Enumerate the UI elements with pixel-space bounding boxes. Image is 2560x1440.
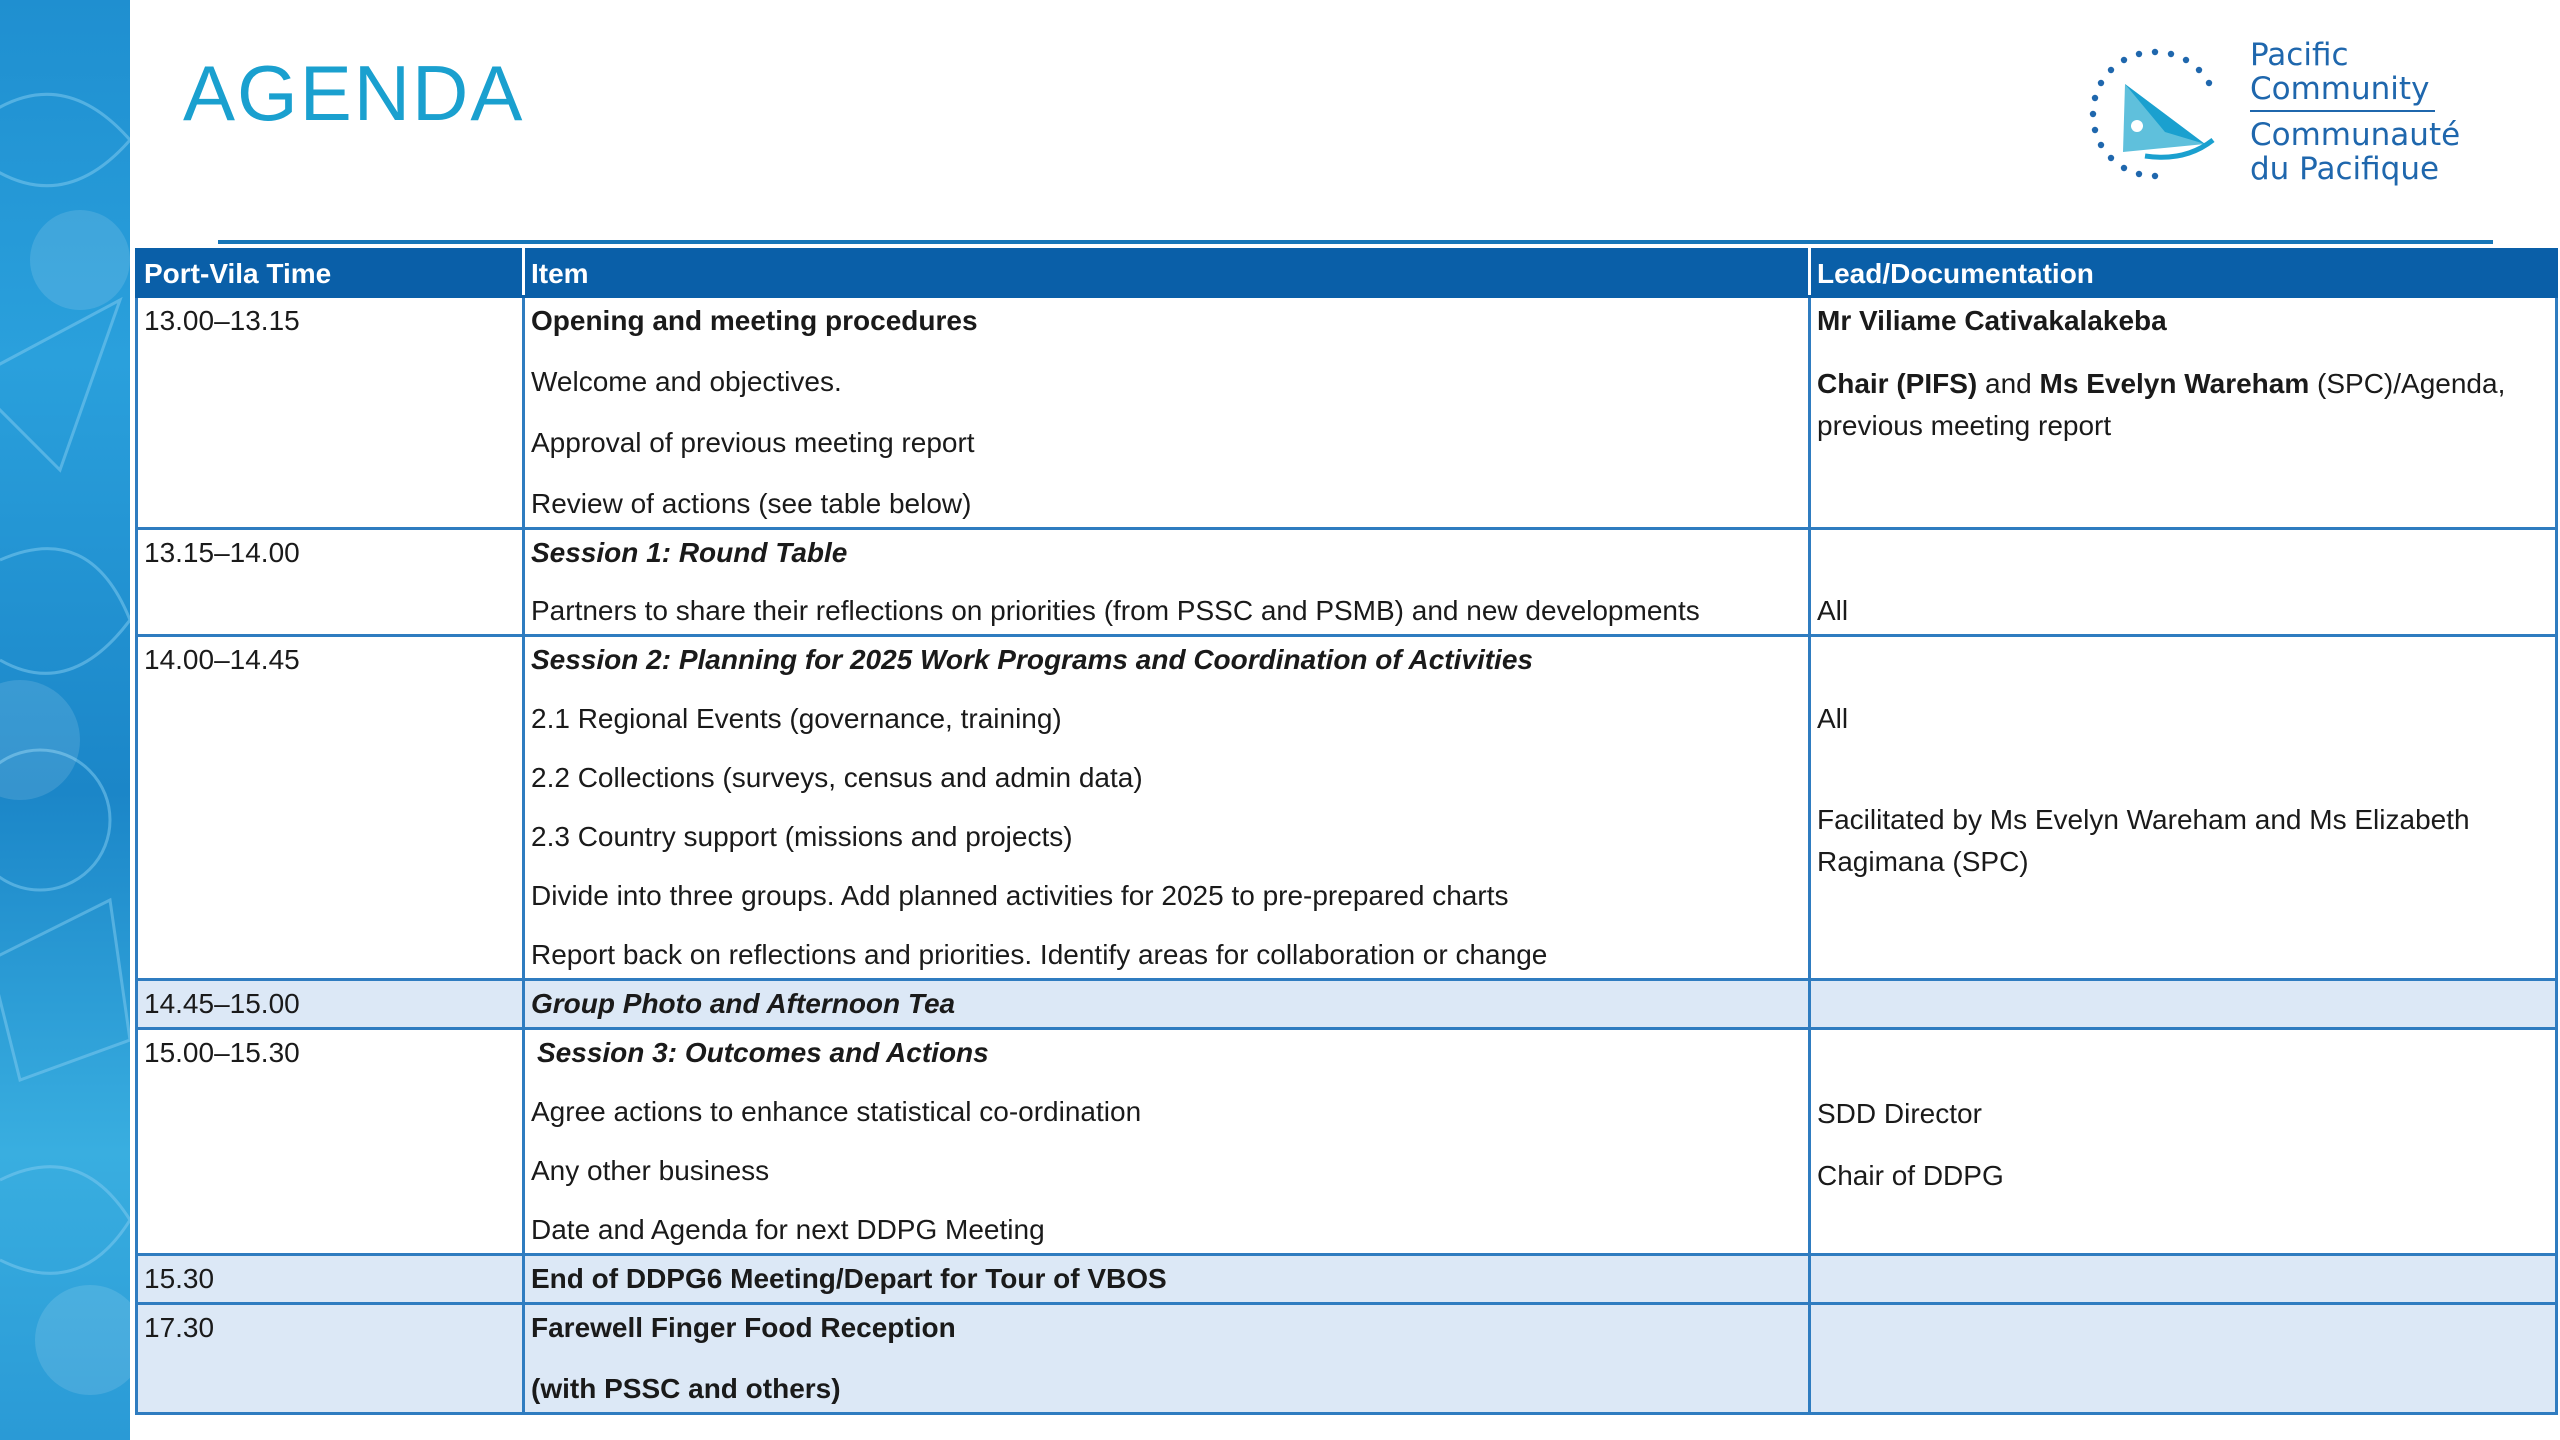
- item-line: Approval of previous meeting report: [531, 427, 975, 458]
- lead-doc-text: (SPC)/Agenda, previous meeting report: [1817, 368, 2506, 441]
- table-row: [137, 636, 2557, 980]
- table-row: [137, 1304, 2557, 1414]
- session-heading: Session 3: Outcomes and Actions: [537, 1037, 989, 1068]
- time-cell: 15.30: [137, 1255, 524, 1304]
- lead-cell: [1810, 980, 2557, 1029]
- lead-cell: [1810, 1029, 2557, 1255]
- column-header-lead: Lead/Documentation: [1810, 250, 2557, 297]
- logo-text-pacific: Pacific: [2250, 37, 2349, 73]
- pacific-community-logo: [2085, 37, 2461, 188]
- page-title: AGENDA: [183, 49, 525, 137]
- item-line: (with PSSC and others): [531, 1373, 841, 1404]
- logo-text-community: Community: [2250, 71, 2430, 107]
- lead-documentation: [1817, 363, 2550, 447]
- lead-text: Facilitated by Ms Evelyn Wareham and Ms Elizabeth Ragimana (SPC): [1817, 804, 2470, 877]
- agenda-table: [135, 248, 2558, 1415]
- item-line: Any other business: [531, 1155, 770, 1186]
- lead-text: SDD Director: [1817, 1098, 1982, 1129]
- lead-and: and: [1977, 368, 2040, 399]
- item-line: Welcome and objectives.: [531, 366, 842, 397]
- table-header-row: [137, 250, 2557, 297]
- time-cell: 14.45–15.00: [137, 980, 524, 1029]
- logo-text-du-pacifique: du Pacifique: [2250, 151, 2440, 187]
- lead-name: Mr Viliame Cativakalakeba: [1817, 305, 2167, 336]
- item-line: Report back on reflections and priorities. Identify areas for collaboration or change: [531, 939, 1548, 970]
- decorative-side-band: [0, 0, 130, 1440]
- item-line: 2.3 Country support (missions and projects): [531, 821, 1073, 852]
- item-heading: End of DDPG6 Meeting/Depart for Tour of VBOS: [531, 1263, 1167, 1294]
- item-line: Review of actions (see table below): [531, 488, 972, 519]
- session-heading: Session 1: Round Table: [531, 537, 848, 568]
- item-cell: [524, 980, 1810, 1029]
- item-line: 2.2 Collections (surveys, census and admin data): [531, 762, 1143, 793]
- lead-text: Chair of DDPG: [1817, 1160, 2004, 1191]
- lead-cell: [1810, 636, 2557, 980]
- lead-name-2: Ms Evelyn Wareham: [2039, 368, 2310, 399]
- time-cell: 15.00–15.30: [137, 1029, 524, 1255]
- table-row: [137, 529, 2557, 636]
- item-cell: [524, 297, 1810, 529]
- lead-role: Chair (PIFS): [1817, 368, 1978, 399]
- item-heading: Group Photo and Afternoon Tea: [531, 988, 956, 1019]
- item-line: Agree actions to enhance statistical co-ordination: [531, 1096, 1142, 1127]
- item-cell: [524, 636, 1810, 980]
- time-cell: 14.00–14.45: [137, 636, 524, 980]
- header-divider: [218, 240, 2493, 244]
- lead-cell: [1810, 529, 2557, 636]
- item-heading: Farewell Finger Food Reception: [531, 1312, 956, 1343]
- logo-divider: [2250, 110, 2435, 112]
- item-line: Date and Agenda for next DDPG Meeting: [531, 1214, 1045, 1245]
- time-cell: 13.00–13.15: [137, 297, 524, 529]
- item-line: Partners to share their reflections on priorities (from PSSC and PSMB) and new developments: [531, 595, 1700, 626]
- table-row: [137, 1029, 2557, 1255]
- lead-cell: [1810, 1255, 2557, 1304]
- lead-cell: [1810, 297, 2557, 529]
- item-heading: Opening and meeting procedures: [531, 305, 978, 336]
- item-cell: [524, 1304, 1810, 1414]
- lead-text: All: [1817, 703, 1849, 734]
- time-cell: 17.30: [137, 1304, 524, 1414]
- pacific-community-emblem-icon: [2085, 44, 2225, 184]
- session-heading: Session 2: Planning for 2025 Work Programs and Coordination of Activities: [531, 644, 1533, 675]
- column-header-item: Item: [524, 250, 1810, 297]
- table-row: [137, 1255, 2557, 1304]
- item-line: 2.1 Regional Events (governance, training): [531, 703, 1062, 734]
- item-cell: [524, 1255, 1810, 1304]
- logo-text-communaute: Communauté: [2250, 117, 2461, 153]
- lead-cell: [1810, 1304, 2557, 1414]
- lead-text: All: [1817, 595, 1849, 626]
- item-cell: [524, 529, 1810, 636]
- column-header-time: Port-Vila Time: [137, 250, 524, 297]
- table-row: [137, 297, 2557, 529]
- item-line: Divide into three groups. Add planned activities for 2025 to pre-prepared charts: [531, 880, 1509, 911]
- table-row: [137, 980, 2557, 1029]
- time-cell: 13.15–14.00: [137, 529, 524, 636]
- item-cell: [524, 1029, 1810, 1255]
